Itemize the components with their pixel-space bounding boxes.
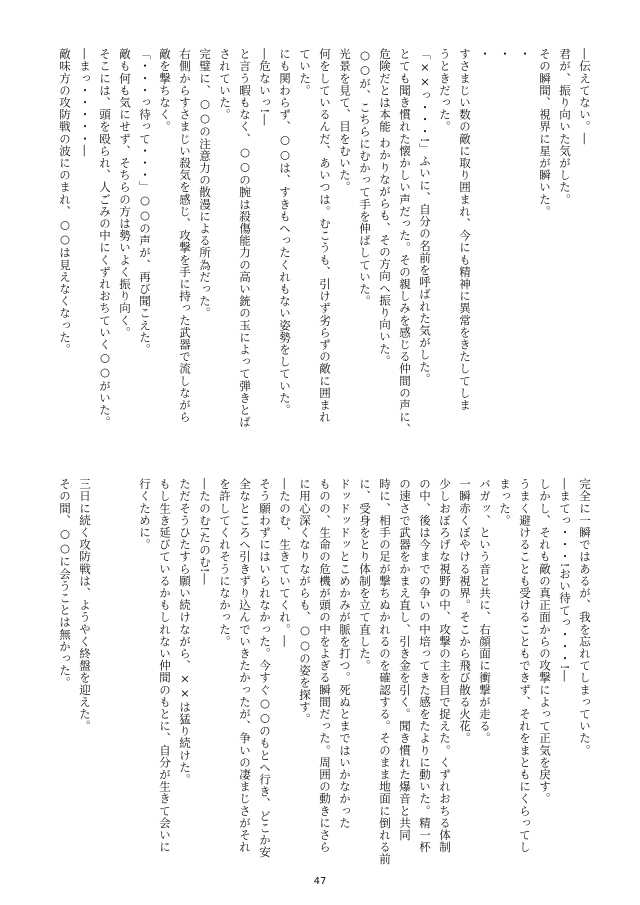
- text-column: とても聞き慣れた懐かしい声だった。その親しみを感じる仲間の声に、: [398, 48, 412, 436]
- text-column: されていた。: [218, 48, 232, 121]
- text-column: 少しおぼろげな視野の中、攻撃の主を目で捉えた。くずれおちる体制: [438, 478, 452, 854]
- text-column: しかし、それも敵の真正面からの攻撃によって正気を戻す。: [538, 478, 552, 805]
- text-column: ―危ないっ!―: [258, 48, 272, 126]
- text-column: ・: [498, 48, 512, 61]
- text-column: の中、後は今までの争いの中培ってきた感をたよりに動いた。精一杯: [418, 478, 432, 854]
- text-column: ものの、生命の危機が頭の中をよぎる瞬間だった。周囲の動きにさら: [318, 478, 332, 854]
- text-column: うときだった。: [438, 48, 452, 133]
- text-column: 行くために。: [138, 478, 152, 551]
- text-column: 敵味方の攻防戦の波にのまれ、○○は見えなくなった。: [58, 48, 72, 356]
- text-column: 「××っ・・・!」ふいに、自分の名前を呼ばれた気がした。: [418, 48, 432, 385]
- text-column: の速さで武器をかまえ直し、引き金を引く。聞き慣れた爆音と共同: [398, 478, 412, 841]
- text-column: ―伝えてない。―: [578, 48, 592, 145]
- text-column: 君が、振り向いた気がした。: [558, 48, 572, 206]
- text-column: に用心深くなりながらも、○○の姿を探す。: [298, 478, 312, 725]
- text-column: 敵を撃ちなく。: [158, 48, 172, 133]
- text-column: ていた。: [298, 48, 312, 97]
- text-column: そこには、頭を殴られ、人ごみの中にくずれおちていく○○がいた。: [98, 48, 112, 429]
- text-column: そう願わずにはいられなかった。今すぐ○○のもとへ行き、どこか安: [258, 478, 272, 859]
- text-column: にも関わらず、○○は、すきもへったくれもない姿勢をしていた。: [278, 48, 292, 416]
- text-column: ―たのむ!たのむ!―: [198, 478, 212, 586]
- text-column: [93, 478, 111, 863]
- text-column: [113, 478, 131, 863]
- page-number: 47: [313, 876, 327, 887]
- text-column: すさまじい数の敵に取り囲まれ、今にも精神に異常をきたしてしま: [458, 48, 472, 411]
- text-column: 危険だとは本能 わかりながらも、その方向へ振り向いた。: [378, 48, 392, 367]
- text-column: ドッドッドッとこめかみが脈を打つ。死ぬとまではいかなかった: [338, 478, 352, 829]
- text-column: 「・・・っ待って・・・」○○の声が、再び聞こえた。: [138, 48, 152, 356]
- text-column: ―たのむ、生きていてくれ。―: [278, 478, 292, 648]
- lower-text-block: [50, 478, 592, 866]
- text-column: ―まっ・・・・・―: [78, 48, 92, 157]
- text-column: その間、○○に会うことは無かった。: [58, 478, 72, 689]
- text-column: まった。: [498, 478, 512, 527]
- text-column: その瞬間、視界に星が瞬いた。: [538, 48, 552, 218]
- text-column: 敵も何も気にせず、そちらの方は勢いよく振り向く。: [118, 48, 132, 339]
- upper-text-block: [50, 48, 590, 443]
- text-column: ―まてっ・・・!おい待てっ・・・!―: [558, 478, 572, 683]
- text-column: 時に、相手の足が撃ちぬかれるのを確認する。そのまま地面に倒れる前: [378, 478, 392, 866]
- text-column: 光景を見て、目をむいた。: [338, 48, 352, 194]
- text-column: と言う暇もなく、○○の腕は殺傷能力の高い銃の玉によって弾きとば: [238, 48, 252, 429]
- text-column: うまく避けることも受けることもできず、それをまともにくらってし: [518, 478, 532, 854]
- text-column: 三日に続く攻防戦は、ようやく終盤を迎えた。: [78, 478, 92, 733]
- text-column: ・: [478, 48, 492, 61]
- text-column: 一瞬赤くぼやける視界。そこから飛び散る火花。: [458, 478, 472, 745]
- text-column: ・: [518, 48, 532, 61]
- text-column: もし生き延びているかもしれない仲間のもとに、自分が生きて会いに: [158, 478, 172, 854]
- text-column: を許してくれそうになかった。: [218, 478, 232, 648]
- text-column: ○○が、こちらにむかって手を伸ばしていた。: [358, 48, 372, 308]
- text-column: 右側からすさまじい殺気を感じ、攻撃を手に持った武器で流しながら: [178, 48, 192, 424]
- text-column: 完全に一瞬ではあるが、我を忘れてしまっていた。: [578, 478, 592, 757]
- text-column: 完璧に、○○の注意力の散漫による所為だった。: [198, 48, 212, 320]
- text-column: 全なところへ引きずり込んでいきたかったが、争いの凄まじさがそれ: [238, 478, 252, 854]
- text-column: に、受身をとり体制を立て直した。: [358, 478, 372, 672]
- text-column: 何をしているんだ、あいつは。むこうも、引けず劣らずの敵に囲まれ: [318, 48, 332, 424]
- text-column: バガッ、という音と共に、右顔面に衝撃が走る。: [478, 478, 492, 745]
- text-column: ただそうひたすら願い続けながら、××は猛り続けた。: [178, 478, 192, 786]
